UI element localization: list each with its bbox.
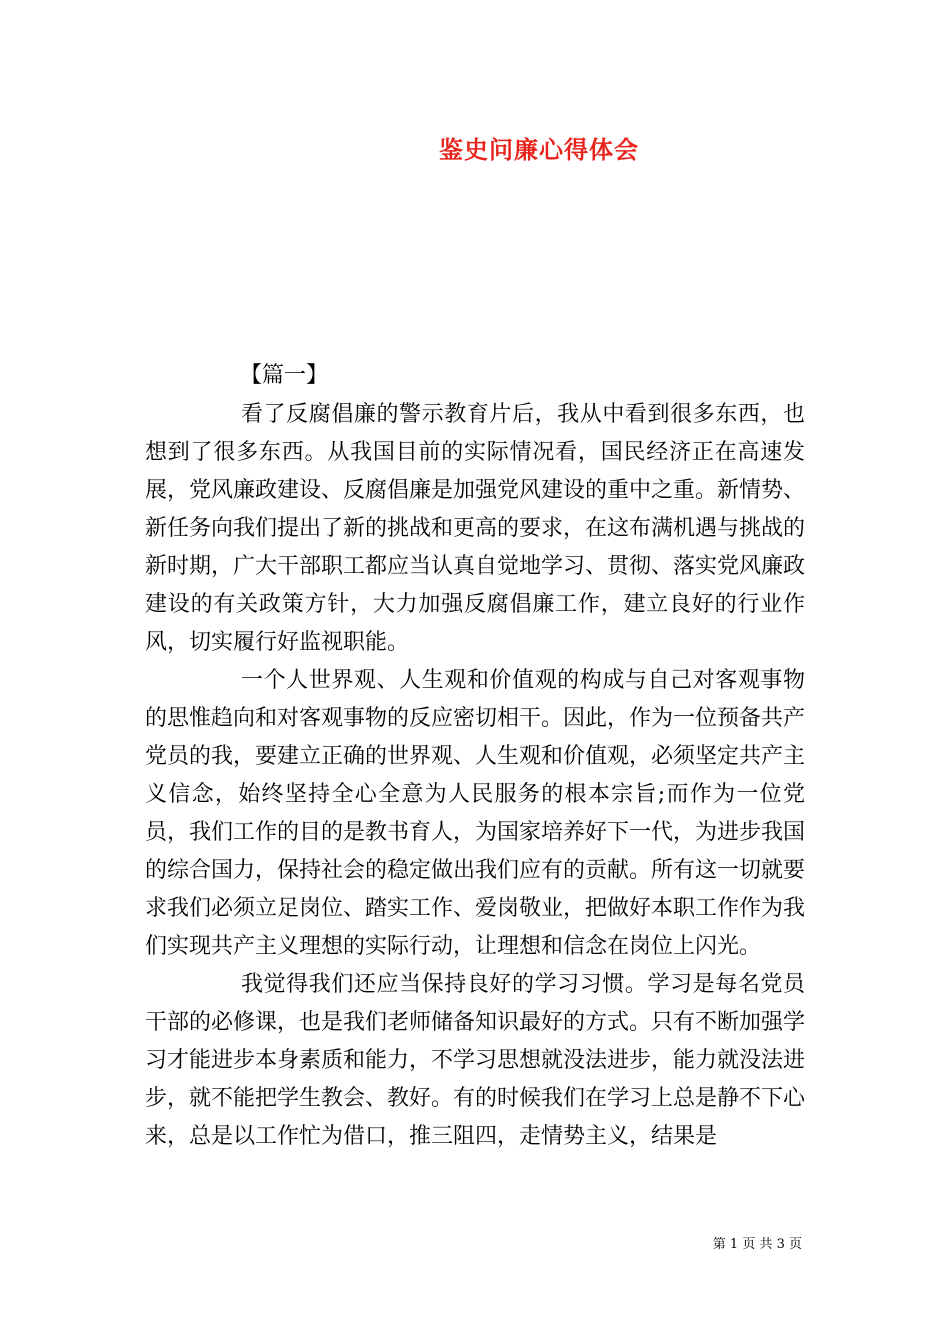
section-heading: 【篇一】 (240, 363, 329, 388)
body-text (145, 396, 805, 1156)
paragraph-3: 我觉得我们还应当保持良好的学习习惯。学习是每名党员干部的必修课，也是我们老师储备知识最好的方式。只有不断加强学习才能进步本身素质和能力，不学习思想就没法进步，能力就没法进步，就不能把学生教会、教好。有的时候我们在学习上总是静不下心来，总是以工作忙为借口，推三阻四，走情势主义，结果是 (145, 972, 806, 1149)
paragraph-1: 看了反腐倡廉的警示教育片后，我从中看到很多东西，也想到了很多东西。从我国目前的实际情况看，国民经济正在高速发展，党风廉政建设、反腐倡廉是加强党风建设的重中之重。新情势、新任务向我们提出了新的挑战和更高的要求，在这布满机遇与挑战的新时期，广大干部职工都应当认真自觉地学习、贯彻、落实党风廉政建设的有关政策方针，大力加强反腐倡廉工作，建立良好的行业作风，切实履行好监视职能。 (145, 402, 806, 655)
paragraph-2: 一个人世界观、人生观和价值观的构成与自己对客观事物的思惟趋向和对客观事物的反应密切相干。因此，作为一位预备共产党员的我，要建立正确的世界观、人生观和价值观，必须坚定共产主义信念，始终坚持全心全意为人民服务的根本宗旨;而作为一位党员，我们工作的目的是教书育人，为国家培养好下一代，为进步我国的综合国力，保持社会的稳定做出我们应有的贡献。所有这一切就要求我们必须立足岗位、踏实工作、爱岗敬业，把做好本职工作作为我们实现共产主义理想的实际行动，让理想和信念在岗位上闪光。 (145, 668, 806, 959)
document-title: 鉴史问廉心得体会 (439, 135, 639, 164)
page-footer: 第 1 页 共 3 页 (712, 1237, 802, 1252)
